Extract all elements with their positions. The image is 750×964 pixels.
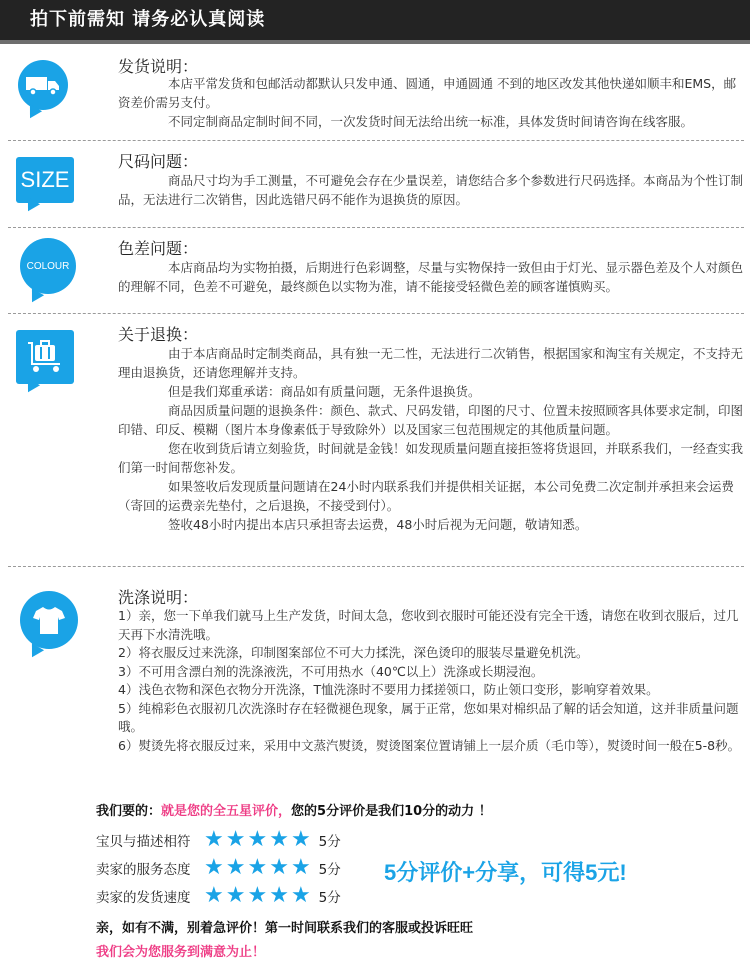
rating-label: 卖家的发货速度: [96, 890, 191, 906]
shipping-text: [118, 74, 743, 131]
rating-row: [96, 884, 341, 908]
colour-section: [0, 228, 750, 314]
washing-list: [118, 607, 743, 755]
star-icon: ★: [225, 827, 246, 852]
washing-item: 4）浅色衣物和深色衣物分开洗涤，T恤洗涤时不要用力揉搓领口，防止领口变形，影响穿着效果。: [118, 682, 659, 697]
star-icon: ★: [247, 855, 268, 880]
returns-paragraph-5: 如果签收后发现质量问题请在24小时内联系我们并提供相关证据，本公司免费二次定制并承担来会运费（寄回的运费亲先垫付，之后退换，不接受到付）。: [118, 479, 734, 513]
rating-score: 5分: [318, 834, 341, 850]
shipping-paragraph-2: 不同定制商品定制时间不同，一次发货时间无法给出统一标准，具体发货时间请咨询在线客服。: [168, 114, 694, 129]
returns-section: [0, 314, 750, 566]
size-icon: SIZE: [16, 157, 74, 203]
returns-title: 关于退换：: [118, 325, 199, 344]
washing-section: [0, 567, 750, 797]
returns-paragraph-6: 签收48小时内提出本店只承担寄去运费，48小时后视为无问题，敬请知悉。: [168, 517, 588, 532]
rating-request-prefix: 我们要的：: [96, 804, 162, 819]
star-icon: ★: [204, 855, 224, 880]
colour-title: 色差问题：: [118, 239, 199, 258]
size-section: [0, 141, 750, 227]
rating-score: 5分: [318, 890, 341, 906]
washing-item: 2）将衣服反过来洗涤，印制图案部位不可大力揉洗，深色烫印的服装尽量避免机洗。: [118, 645, 589, 660]
star-icon: ★: [204, 883, 224, 908]
size-paragraph-1: 商品尺寸均为手工测量，不可避免会存在少量误差，请您结合多个参数进行尺码选择。本商品为个性订制品，无法进行二次销售，因此选错尺码不能作为退换货的原因。: [118, 173, 744, 207]
returns-paragraph-4: 您在收到货后请立刻验货，时间就是金钱！如发现质量问题直接拒签将货退回，并联系我们，一经查实我们第一时间帮您补发。: [118, 441, 744, 475]
returns-paragraph-1: 由于本店商品时定制类商品，具有独一无二性，无法进行二次销售，根据国家和淘宝有关规定，不支持无理由退换货，还请您理解并支持。: [118, 346, 744, 380]
star-icon: ★: [290, 883, 311, 908]
rating-stars: [204, 829, 311, 851]
rating-request-highlight: 就是您的全五星评价，: [161, 804, 292, 819]
complaint-notice: 亲，如有不满，别着急评价！第一时间联系我们的客服或投诉旺旺: [96, 921, 474, 936]
returns-paragraph-3: 商品因质量问题的退换条件：颜色、款式、尺码发错，印图的尺寸、位置未按照顾客具体要求定制，印图印错、印反、模糊（图片本身像素低于导致除外）以及国家三包范围规定的其他质量问题。: [118, 403, 744, 437]
star-icon: ★: [225, 855, 246, 880]
rating-request-line: [96, 800, 736, 819]
star-icon: ★: [247, 827, 268, 852]
shipping-title: 发货说明：: [118, 57, 199, 76]
returns-text: [118, 344, 743, 534]
star-icon: ★: [269, 883, 289, 908]
washing-item: 1）亲，您一下单我们就马上生产发货，时间太急，您收到衣服时可能还没有完全干透，请您在收到衣服后，过几天再下水清洗哦。: [118, 608, 739, 642]
washing-item: 6）熨烫先将衣服反过来，采用中文蒸汽熨烫，熨烫图案位置请铺上一层介质（毛巾等），熨烫时间一般在5-8秒。: [118, 737, 741, 753]
colour-paragraph-1: 本店商品均为实物拍摄，后期进行色彩调整，尽量与实物保持一致但由于灯光、显示器色差及个人对颜色的理解不同，色差不可避免，最终颜色以实物为准，请不能接受轻微色差的顾客谨慎购买。: [118, 260, 744, 294]
star-icon: ★: [247, 883, 268, 908]
truck-icon: [18, 60, 68, 110]
star-icon: ★: [290, 855, 311, 880]
header-title: 拍下前需知 请务必认真阅读: [30, 9, 266, 30]
rating-row: [96, 856, 341, 880]
rating-request-suffix: 您的5分评价是我们10分的动力 ！: [291, 804, 492, 819]
rating-score: 5分: [318, 862, 341, 878]
star-icon: ★: [269, 827, 289, 852]
promo-text: 5分评价+分享，可得5元!: [384, 860, 627, 885]
size-text: [118, 171, 743, 209]
washing-item: 3）不可用含漂白剂的洗涤液洗，不可用热水（40℃以上）洗涤或长期浸泡。: [118, 663, 544, 679]
shipping-section: [0, 44, 750, 140]
tshirt-icon: [20, 591, 78, 649]
star-icon: ★: [204, 827, 224, 852]
rating-stars: [204, 857, 311, 879]
star-icon: ★: [269, 855, 289, 880]
satisfaction-notice: 我们会为您服务到满意为止！: [96, 945, 266, 960]
rating-label: 卖家的服务态度: [96, 862, 191, 878]
rating-row: [96, 828, 341, 852]
star-icon: ★: [225, 883, 246, 908]
washing-title: 洗涤说明：: [118, 588, 199, 607]
rating-stars: [204, 885, 311, 907]
shipping-paragraph-1: 本店平常发货和包邮活动都默认只发申通、圆通，申通圆通 不到的地区改发其他快递如顺丰和EMS，邮资差价需另支付。: [118, 76, 737, 110]
colour-icon: COLOUR: [20, 238, 76, 294]
rating-label: 宝贝与描述相符: [96, 834, 191, 850]
star-icon: ★: [290, 827, 311, 852]
page-header: [0, 0, 750, 40]
colour-text: [118, 258, 743, 296]
returns-paragraph-2: 但是我们郑重承诺：商品如有质量问题，无条件退换货。: [168, 384, 481, 399]
luggage-cart-icon: [16, 330, 74, 384]
washing-item: 5）纯棉彩色衣服初几次洗涤时存在轻微褪色现象，属于正常，您如果对棉织品了解的话会知道，这并非质量问题哦。: [118, 700, 739, 734]
size-title: 尺码问题：: [118, 152, 199, 171]
